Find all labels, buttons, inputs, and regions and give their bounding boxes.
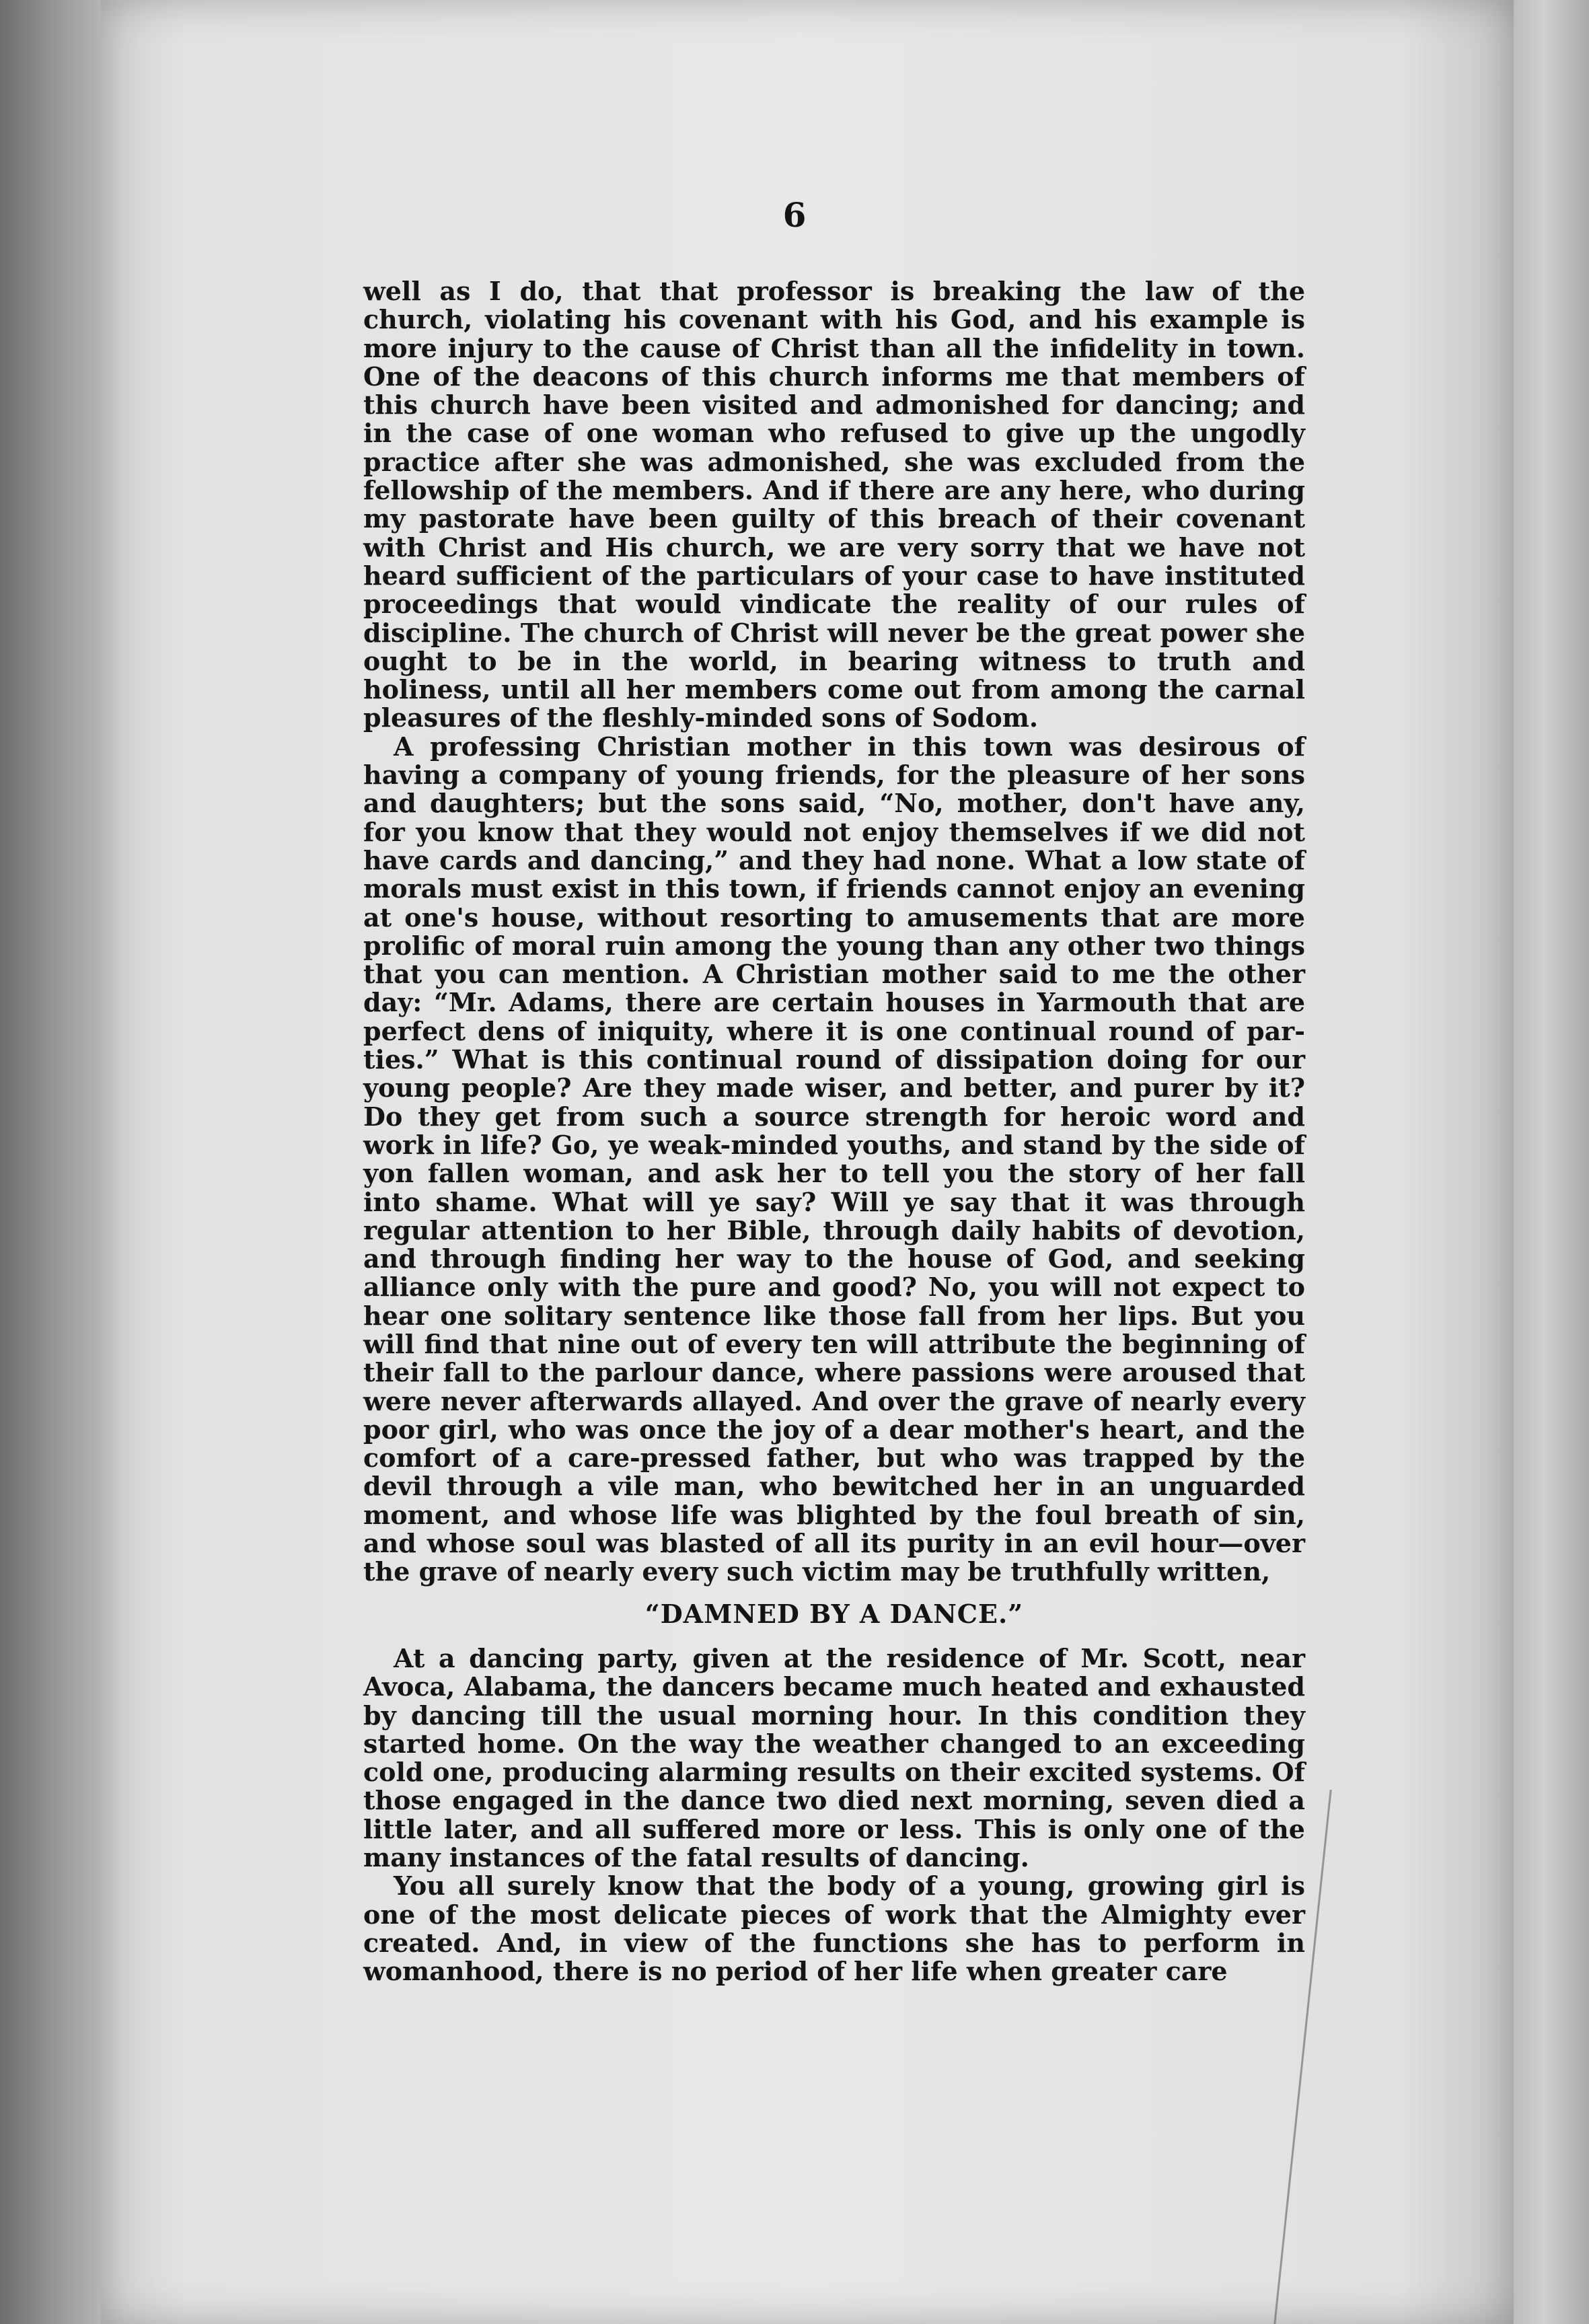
scan-right-margin bbox=[1514, 0, 1589, 2324]
paragraph-2: A professing Christian mother in this town was desirous of having a company of young friends, for the pleasure of her sons and daughters; but the sons said, “No, mother, don't have any, for you know that they would not enjoy themselves if we did not have cards and dancing,” and they had none. What a low state of morals must exist in this town, if friends cannot enjoy an evening at one's house, without resorting to amusements that are more prolific of moral ruin among the young than any other two things that you can mention. A Christian mother said to me the other day: “Mr. Adams, there are certain houses in Yarmouth that are perfect dens of iniquity, where it is one continual round of parties.” What is this continual round of dissipation doing for our young people? Are they made wiser, and better, and purer by it? Do they get from such a source strength for heroic word and work in life? Go, ye weak-minded youths, and stand by the side of yon fallen woman, and ask her to tell you the story of her fall into shame. What will ye say? Will ye say that it was through regular attention to her Bible, through daily habits of devotion, and through finding her way to the house of God, and seeking alliance only with the pure and good? No, you will not expect to hear one solitary sentence like those fall from her lips. But you will find that nine out of every ten will attribute the beginning of their fall to the parlour dance, where passions were aroused that were never afterwards allayed. And over the grave of nearly every poor girl, who was once the joy of a dear mother's heart, and the comfort of a care-pressed father, but who was trapped by the devil through a vile man, who bewitched her in an unguarded moment, and whose life was blighted by the foul breath of sin, and whose soul was blasted of all its purity in an evil hour—over the grave of nearly every such victim may be truthfully written, bbox=[363, 731, 1305, 1587]
paragraph-1: well as I do, that that professor is breaking the law of the church, violating his covenant with his God, and his example is more injury to the cause of Christ than all the infidelity in town. One of the deacons of this church informs me that members of this church have been visited and admonished for dancing; and in the case of one woman who refused to give up the ungodly practice after she was admonished, she was excluded from the fellowship of the members. And if there are any here, who during my pastorate have been guilty of this breach of their covenant with Christ and His church, we are very sorry that we have not heard sufficient of the particulars of your case to have instituted proceedings that would vindicate the reality of our rules of discipline. The church of Christ will never be the great power she ought to be in the world, in bearing witness to truth and holiness, until all her members come out from among the carnal pleasures of the fleshly-minded sons of Sodom. bbox=[363, 276, 1305, 733]
paragraph-4: You all surely know that the body of a young, growing girl is one of the most delicate pieces of work that the Almighty ever created. And, in view of the functions she has to perform in womanhood, there is no period of her life when greater care bbox=[363, 1871, 1305, 1987]
section-heading: “DAMNED BY A DANCE.” bbox=[644, 1598, 1024, 1629]
page-number: 6 bbox=[782, 195, 807, 235]
paragraph-3: At a dancing party, given at the residence of Mr. Scott, near Avoca, Alabama, the dancers became much heated and exhausted by dancing till the usual morning hour. In this condition they started home. On the way the weather changed to an exceeding cold one, producing alarming results on their excited systems. Of those engaged in the dance two died next morning, seven died a little later, and all suffered more or less. This is only one of the many instances of the fatal results of dancing. bbox=[363, 1642, 1305, 1873]
page-body-text bbox=[363, 277, 1305, 1986]
scan-left-margin bbox=[0, 0, 101, 2324]
